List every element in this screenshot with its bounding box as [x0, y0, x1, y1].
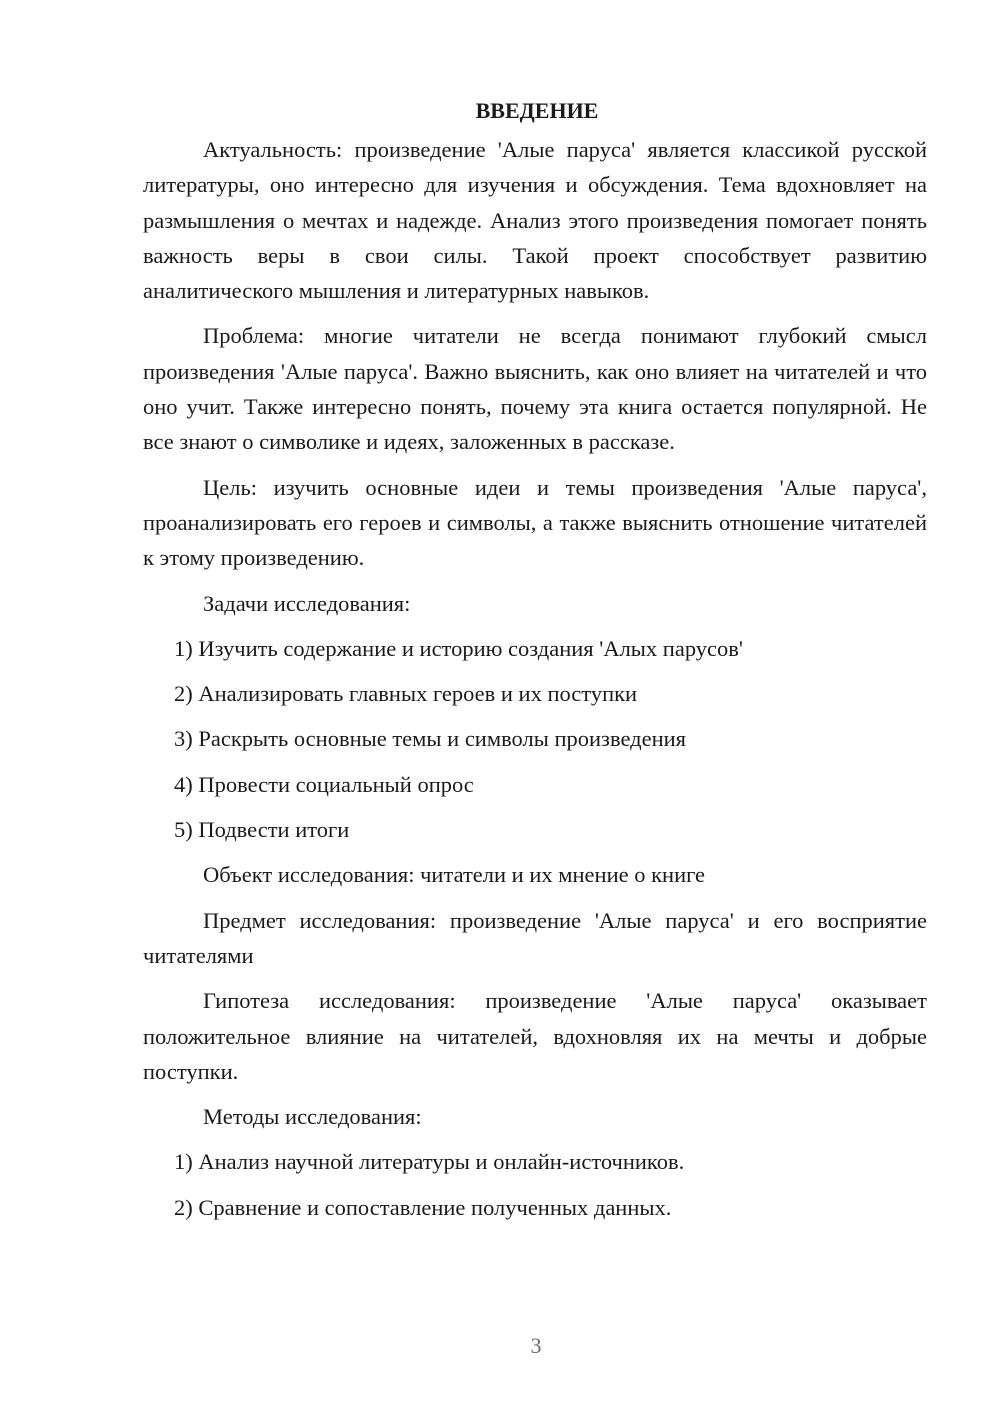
relevance-paragraph: Актуальность: произведение 'Алые паруса' является классикой русской литературы, оно интересно для изучения и обсуждения. Тема вдохновляет на размышления о мечтах и надежде. Анализ этого произведения помогает понять важность веры в свои силы. Такой проект способствует развитию аналитического мышления и литературных навыков.: [143, 137, 927, 304]
task-item: 5) Подвести итоги: [174, 817, 350, 843]
method-item: 2) Сравнение и сопоставление полученных данных.: [174, 1194, 672, 1220]
hypothesis-paragraph: Гипотеза исследования: произведение 'Алые паруса' оказывает положительное влияние на читателей, вдохновляя их на мечты и добрые поступки.: [143, 988, 927, 1084]
object-line: Объект исследования: читатели и их мнение о книге: [203, 862, 706, 888]
tasks-heading: Задачи исследования:: [203, 590, 411, 616]
method-item: 1) Анализ научной литературы и онлайн-источников.: [174, 1149, 685, 1175]
task-item: 3) Раскрыть основные темы и символы произведения: [174, 726, 686, 752]
page-content: [143, 93, 927, 1235]
subject-paragraph: Предмет исследования: произведение 'Алые паруса' и его восприятие читателями: [143, 907, 927, 968]
task-item: 4) Провести социальный опрос: [174, 771, 474, 797]
section-title: ВВЕДЕНИЕ: [475, 98, 599, 123]
goal-paragraph: Цель: изучить основные идеи и темы произведения 'Алые паруса', проанализировать его героев и символы, а также выяснить отношение читателей к этому произведению.: [143, 474, 927, 571]
problem-paragraph: Проблема: многие читатели не всегда понимают глубокий смысл произведения 'Алые паруса'. Важно выяснить, как оно влияет на читателей и что оно учит. Также интересно понять, почему эта книга остается популярной. Не все знают о символике и идеях, заложенных в рассказе.: [143, 323, 927, 455]
task-item: 1) Изучить содержание и историю создания 'Алых парусов': [174, 635, 743, 661]
task-item: 2) Анализировать главных героев и их поступки: [174, 681, 638, 707]
methods-heading: Методы исследования:: [203, 1104, 422, 1130]
page-number: 3: [530, 1333, 542, 1358]
